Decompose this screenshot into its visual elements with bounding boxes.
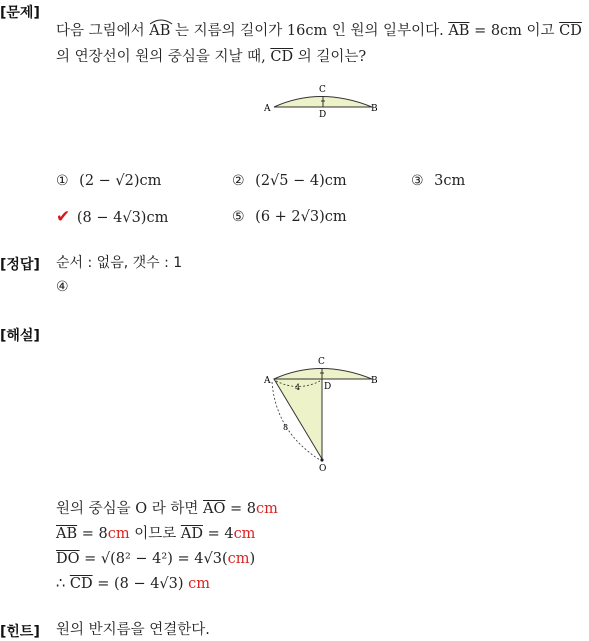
segment-ad: $\overline{AD}$ — [180, 526, 203, 542]
choice-text: (2 − √2)cm — [79, 173, 162, 189]
choice-text: (8 − 4√3)cm — [76, 210, 169, 226]
point-b-label: B — [371, 376, 378, 386]
choice-number: ① — [56, 173, 69, 189]
problem-label: [문제] — [0, 5, 40, 21]
point-b-label: B — [371, 104, 378, 114]
unit-cm: cm — [227, 551, 250, 567]
point-a-label: A — [264, 104, 271, 114]
choice-number: ③ — [411, 173, 424, 189]
answer-line-1: 순서 : 없음, 갯수 : 1 — [56, 255, 183, 271]
choice-text: (6 + 2√3)cm — [255, 209, 347, 225]
problem-text: 의 길이는? — [297, 49, 367, 65]
segment-cd: $\overline{CD}$ — [69, 576, 93, 592]
unit-cm: cm — [255, 501, 278, 517]
point-d-label: D — [324, 382, 332, 392]
segment-ab: $\overline{AB}$ — [448, 23, 470, 39]
segment-do: $\overline{DO}$ — [56, 551, 80, 567]
explanation-line-4: ∴ $\overline{CD} = (8 - 4√3)$ cm — [56, 576, 211, 592]
segment-cd: $\overline{CD}$ — [270, 49, 294, 65]
point-a-label: A — [264, 376, 271, 386]
hint-label: [힌트] — [0, 624, 40, 640]
arc-ab: AB — [149, 22, 170, 40]
problem-line-2 — [56, 48, 366, 66]
choice-2[interactable] — [232, 172, 347, 190]
arc-symbol-icon — [149, 19, 173, 25]
point-d-label: D — [319, 110, 327, 120]
segment-ab: $\overline{AB}$ — [56, 526, 78, 542]
problem-text: 다음 그림에서 — [56, 23, 145, 39]
length-4-label: 4 — [295, 383, 301, 392]
choice-5[interactable] — [232, 208, 347, 226]
answer-label: [정답] — [0, 257, 40, 273]
choice-3[interactable] — [411, 172, 465, 190]
length-8-label: 8 — [283, 423, 289, 432]
problem-line-1 — [56, 22, 582, 40]
arc-region — [274, 369, 372, 380]
explanation-line-2: $\overline{AB} = 8cm$ 이므로 $\overline{AD} = 4cm$ — [56, 526, 256, 542]
unit-cm: cm — [233, 526, 256, 542]
explanation-line-3: $\overline{DO} = √(8^2 - 4^2) = 4√3(cm)$ — [56, 551, 256, 567]
point-o-label: O — [319, 464, 327, 474]
figure-arc-diagram — [258, 82, 384, 122]
explanation-label: [해설] — [0, 328, 40, 344]
problem-text: = 8cm 이고 — [474, 23, 555, 39]
point-c-label: C — [319, 85, 326, 95]
choice-number: ⑤ — [232, 209, 245, 225]
segment-ao: $\overline{AO}$ — [203, 501, 226, 517]
unit-cm: cm — [107, 526, 130, 542]
segment-cd: $\overline{CD}$ — [559, 23, 582, 39]
choice-4[interactable] — [56, 208, 168, 227]
problem-text: 의 연장선이 원의 중심을 지날 때, — [56, 49, 266, 65]
choice-text: (2√5 − 4)cm — [255, 173, 347, 189]
choice-number: ② — [232, 173, 245, 189]
explanation-line-1: 원의 중심을 O 라 하면 $\overline{AO} = 8cm$ — [56, 501, 278, 517]
point-c-label: C — [318, 357, 325, 367]
unit-cm: cm — [188, 576, 211, 592]
choice-1[interactable] — [56, 172, 161, 190]
choice-text: 3cm — [434, 173, 466, 189]
problem-text: 는 지름의 길이가 16cm 인 원의 일부이다. — [175, 23, 444, 39]
answer-line-2: ④ — [56, 279, 69, 295]
hint-text: 원의 반지름을 연결한다. — [56, 622, 210, 638]
checkmark-icon: ✔ — [56, 207, 71, 227]
figure-circle-center-diagram — [258, 352, 384, 476]
center-point — [320, 458, 323, 461]
